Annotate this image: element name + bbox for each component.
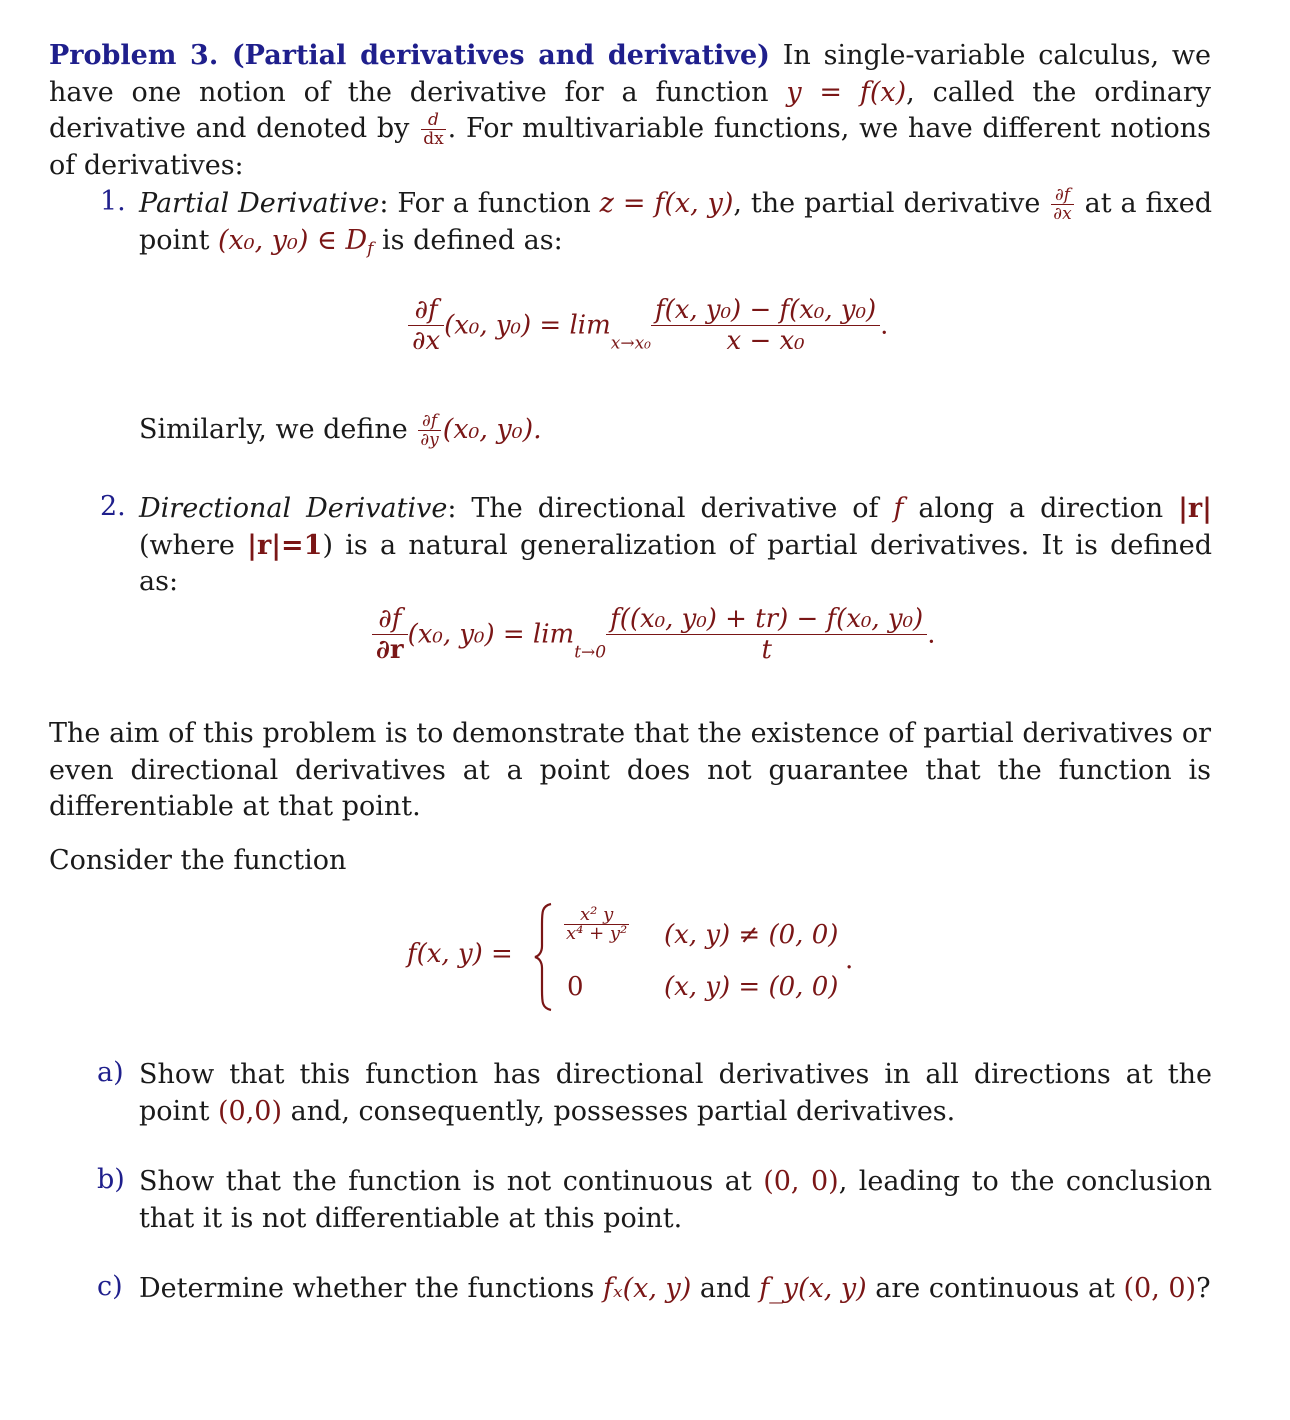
consider-line: Consider the function <box>49 845 347 876</box>
part-c-text: Determine whether the functions fₓ(x, y) and f_y(x, y) are continuous at (0, 0)? <box>139 1273 1211 1304</box>
item-2-number: 2. <box>100 491 126 522</box>
function-end: . <box>845 945 854 975</box>
intro-math-1: y = f(x) <box>786 76 907 108</box>
case-2-value: 0 <box>567 972 584 1002</box>
item-1-math-2: (x₀, y₀) ∈ D <box>218 225 368 256</box>
part-c-label: c) <box>97 1271 123 1302</box>
intro-text-1: In single-variable calculus, we have one notion of the derivative for a function <box>49 40 1211 108</box>
partial-derivative-quotient: $\frac{\text{f(x, y₀) − f(x₀, y₀)}}{\text{x − x₀}}$ <box>651 295 880 356</box>
aim-paragraph: The aim of this problem is to demonstrate that the existence of partial derivatives or even directional derivatives at a point does not guarantee that the function is differentiable at that point. <box>49 718 1211 822</box>
item-2-body: Directional Derivative: The directional derivative of f along a direction |r| (where |r|=1) is a natural generalization of partial derivatives. It is defined as: <box>139 493 1212 597</box>
case-2-condition: (x, y) = (0, 0) <box>664 972 839 1002</box>
case-1-value: $\frac{\text{x² y}}{\text{x⁴ + y²}}$ <box>566 904 628 944</box>
d-dx-fraction: $\frac{d}{dx}$ <box>423 110 444 149</box>
item-2-name: Directional Derivative <box>139 493 448 524</box>
part-a-label: a) <box>97 1057 124 1088</box>
directional-derivative-quotient: $\frac{\text{f((x₀, y₀) + tr) − f(x₀, y₀)}}{t}$ <box>606 604 927 665</box>
part-a-text: Show that this function has directional derivatives in all directions at the point (0,0) and, consequently, possesses partial derivatives. <box>139 1059 1212 1127</box>
part-b-text: Show that the function is not continuous at (0, 0), leading to the conclusion that it is not differentiable at this point. <box>139 1166 1212 1234</box>
function-lhs: f(x, y) = <box>407 939 513 969</box>
intro-text-3: . For multivariable functions, we have different notions of derivatives: <box>49 113 1211 181</box>
item-1-math-1: z = f(x, y) <box>599 188 734 219</box>
partial-y-fraction: $\frac{\partial f}{\partial y}$ <box>420 411 439 450</box>
problem-title: Problem 3. (Partial derivatives and derivative) <box>49 40 770 71</box>
item-1-body: Partial Derivative: For a function z = f(x, y), the partial derivative $\frac{\partial f}{\partial x}$ at a fixed point (x₀, y₀) ∈ $D_f$ is defined as: <box>139 185 1212 259</box>
partial-x-fraction: $\frac{\partial f}{\partial x}$ <box>1053 185 1072 224</box>
item-1-number: 1. <box>100 186 126 217</box>
item-1-name: Partial Derivative <box>139 188 380 219</box>
intro-text-2: , called the ordinary derivative and denoted by <box>49 76 1211 144</box>
similarly-line: Similarly, we define $\frac{\partial f}{\partial y}$ (x₀, y₀). <box>139 411 542 450</box>
part-b-label: b) <box>97 1164 125 1195</box>
intro-paragraph <box>49 38 1211 185</box>
left-brace-icon <box>533 902 555 1012</box>
case-1-condition: (x, y) ≠ (0, 0) <box>664 920 839 950</box>
directional-derivative-definition: $\frac{\partial f}{\partial r}$ (x₀, $y_0) = \lim_{t\to 0}$ $\frac{\text{f((x₀, y₀) + tr) − f(x₀, y₀)}}{t}$ . <box>372 604 935 665</box>
partial-derivative-definition: $\frac{\partial f}{\partial x}$ (x₀, $y_0) = \lim_{x\to x_0}$ $\frac{\text{f(x, y₀) − f(x₀, y₀)}}{\text{x − x₀}}$ . <box>408 295 888 356</box>
